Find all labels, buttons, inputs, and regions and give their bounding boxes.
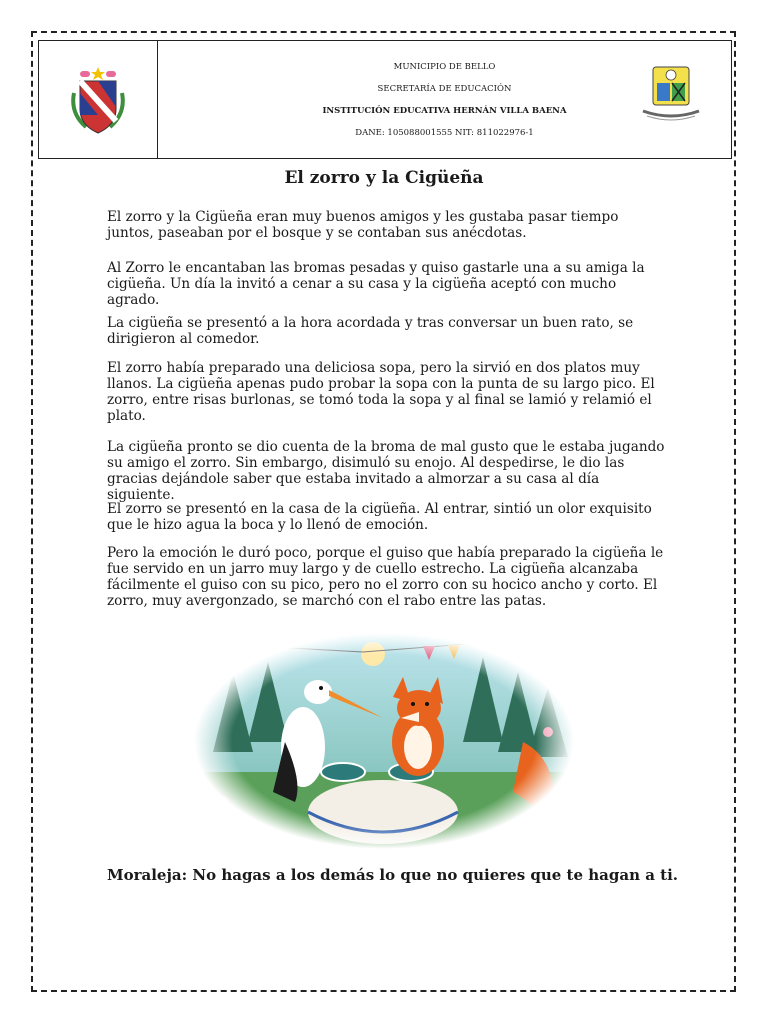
story-title: El zorro y la Cigüeña [284, 168, 484, 188]
story-paragraph [107, 501, 667, 533]
school-crest-cell [39, 41, 158, 158]
story-paragraph [107, 360, 667, 424]
dane-nit-line: DANE: 105088001555 NIT: 811022976-1 [355, 127, 534, 138]
municipality-bello-logo-icon [639, 63, 703, 125]
secretariat-line: SECRETARÍA DE EDUCACIÓN [377, 83, 512, 94]
paragraph-7: Pero la emoción le duró poco, porque el guiso que había preparado la cigüeña le fue servido en un jarro muy largo y de cuello estrecho. La cigüeña alcanzaba fácilmente el guiso con su pico, pero no el zorro con su hocico ancho y corto. El zorro, muy avergonzado, se marchó con el rabo entre las patas. [107, 545, 664, 609]
story-paragraph [107, 545, 667, 609]
paragraph-6: El zorro se presentó en la casa de la cigüeña. Al entrar, sintió un olor exquisito que le hizo agua la boca y lo llenó de emoción. [107, 501, 652, 533]
story-paragraph [107, 439, 667, 503]
story-paragraph [107, 315, 667, 347]
paragraph-4: El zorro había preparado una deliciosa sopa, pero la sirvió en dos platos muy llanos. La cigüeña apenas pudo probar la sopa con la punta de su largo pico. El zorro, entre risas burlonas, se tomó toda la sopa y al final se lamió y relamió el plato. [107, 360, 655, 424]
story-paragraph [107, 260, 667, 308]
school-crest-icon [66, 63, 130, 137]
municipality-line: MUNICIPIO DE BELLO [393, 61, 496, 72]
paragraph-3: La cigüeña se presentó a la hora acordada y tras conversar un buen rato, se dirigieron al comedor. [107, 315, 634, 347]
paragraph-1: El zorro y la Cigüeña eran muy buenos amigos y les gustaba pasar tiempo juntos, paseaban por el bosque y se contaban sus anécdotas. [107, 209, 619, 241]
institution-header [38, 40, 732, 159]
paragraph-5: La cigüeña pronto se dio cuenta de la broma de mal gusto que le estaba jugando su amigo el zorro. Sin embargo, disimuló su enojo. Al despedirse, le dio las gracias dejándole saber que estaba invitado a almorzar a su casa al día siguiente. [107, 439, 665, 503]
paragraph-2: Al Zorro le encantaban las bromas pesadas y quiso gastarle una a su amiga la cigüeña. Un día la invitó a cenar a su casa y la cigüeña aceptó con mucho agrado. [107, 260, 645, 308]
institution-info [158, 41, 731, 158]
story-paragraph [107, 209, 667, 241]
fox-and-stork-illustration [193, 632, 576, 850]
story-moral: Moraleja: No hagas a los demás lo que no quieres que te hagan a ti. [107, 866, 678, 884]
institution-name: INSTITUCIÓN EDUCATIVA HERNÁN VILLA BAENA [322, 105, 567, 116]
